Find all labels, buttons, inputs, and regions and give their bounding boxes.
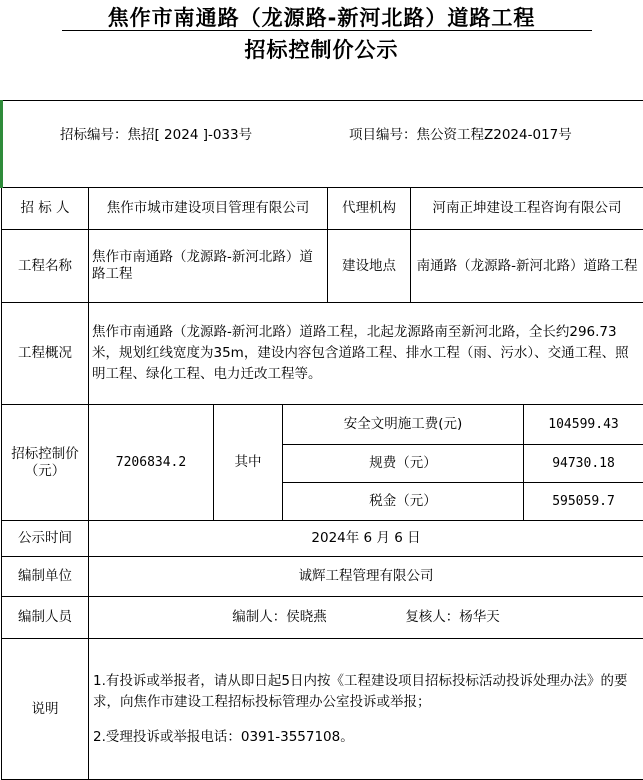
publish-date-value: 2024年 6 月 6 日 <box>89 521 643 557</box>
notes-label: 说明 <box>2 639 89 780</box>
safety-fee-value: 104599.43 <box>524 405 643 445</box>
document-subtitle: 招标控制价公示 <box>244 38 399 62</box>
project-name-row <box>2 230 643 303</box>
agency-label: 代理机构 <box>328 188 411 230</box>
regulatory-fee-value: 94730.18 <box>524 445 643 483</box>
code-row <box>2 101 643 188</box>
reviewer-name: 复核人：杨华天 <box>405 609 500 625</box>
bid-number: 招标编号：焦招[ 2024 ]-033号 <box>60 127 253 143</box>
publish-date-row <box>2 521 643 557</box>
agency-value: 河南正坤建设工程咨询有限公司 <box>411 188 643 230</box>
overview-value: 焦作市南通路（龙源路-新河北路）道路工程，北起龙源路南至新河北路，全长约296.73米，规划红线宽度为35m，建设内容包含道路工程、排水工程（雨、污水）、交通工程、照明工程、绿化工程、电力迁改工程等。 <box>89 303 643 405</box>
safety-fee-label: 安全文明施工费(元) <box>283 405 524 445</box>
overview-row <box>2 303 643 405</box>
staff-label: 编制人员 <box>2 597 89 639</box>
tenderer-label: 招 标 人 <box>2 188 89 230</box>
preparer-name: 编制人：侯晓燕 <box>232 609 327 625</box>
staff-row <box>2 597 643 639</box>
title-area <box>0 0 643 100</box>
notes-row <box>2 639 643 780</box>
prepared-by-row <box>2 557 643 597</box>
tax-label: 税金（元） <box>283 483 524 521</box>
title-underline <box>62 30 592 31</box>
regulatory-fee-label: 规费（元） <box>283 445 524 483</box>
announcement-table <box>0 100 643 780</box>
tenderer-row <box>2 188 643 230</box>
overview-label: 工程概况 <box>2 303 89 405</box>
project-name-label: 工程名称 <box>2 230 89 303</box>
safety-fee-row <box>2 405 643 445</box>
of-which-label: 其中 <box>214 405 283 521</box>
control-price-label: 招标控制价（元） <box>2 405 89 521</box>
note-hotline: 2.受理投诉或举报电话：0391-3557108。 <box>93 728 354 745</box>
publish-date-label: 公示时间 <box>2 521 89 557</box>
location-label: 建设地点 <box>328 230 411 303</box>
project-number: 项目编号：焦公资工程Z2024-017号 <box>349 127 572 143</box>
document-title: 焦作市南通路（龙源路-新河北路）道路工程 <box>107 6 536 30</box>
note-complaint: 1.有投诉或举报者，请从即日起5日内按《工程建设项目招标投标活动投诉处理办法》的要求，向焦作市建设工程招标投标管理办公室投诉或举报； <box>93 672 628 710</box>
tenderer-value: 焦作市城市建设项目管理有限公司 <box>89 188 328 230</box>
project-name-value: 焦作市南通路（龙源路-新河北路）道路工程 <box>89 230 328 303</box>
prepared-by-value: 诚辉工程管理有限公司 <box>89 557 643 597</box>
control-price-value: 7206834.2 <box>89 405 214 521</box>
tax-value: 595059.7 <box>524 483 643 521</box>
prepared-by-label: 编制单位 <box>2 557 89 597</box>
location-value: 南通路（龙源路-新河北路）道路工程 <box>411 230 643 303</box>
